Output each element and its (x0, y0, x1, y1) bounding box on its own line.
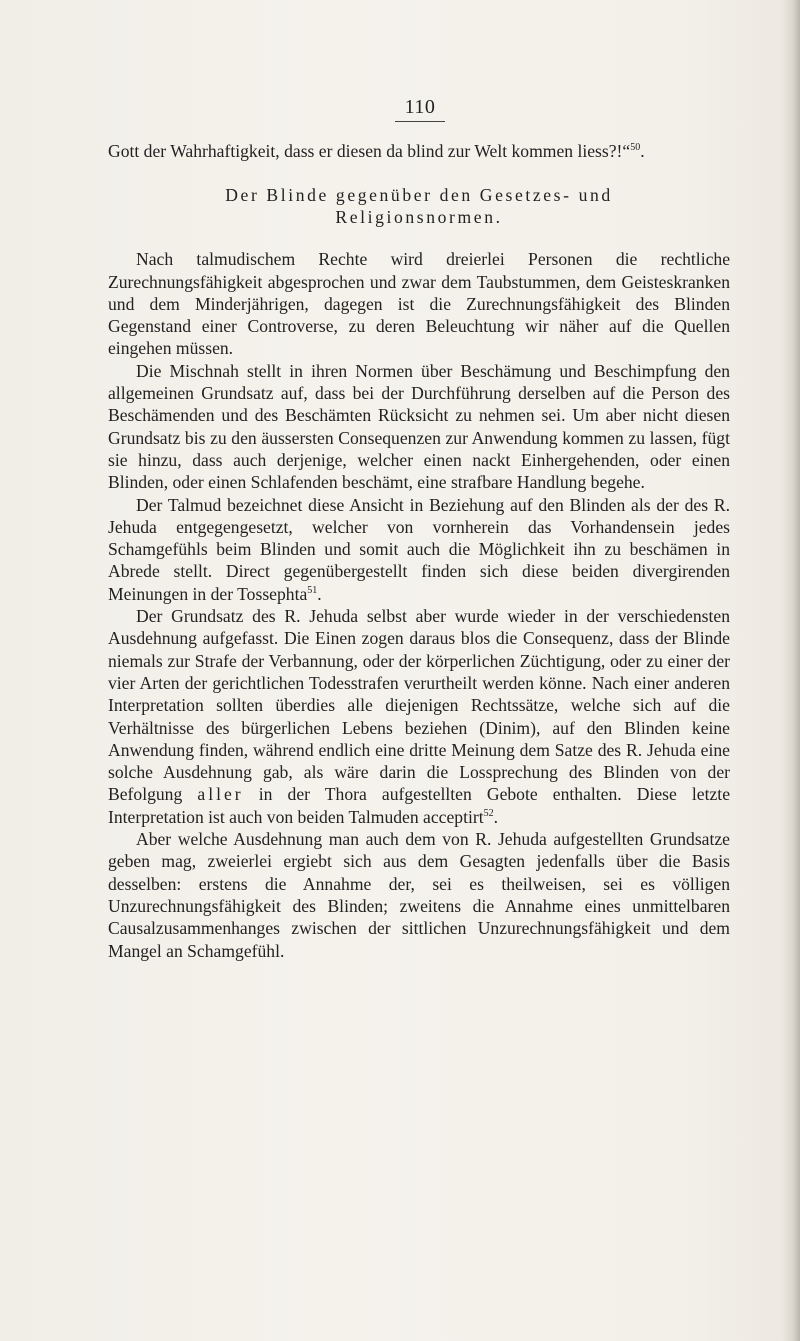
page-number: 110 (0, 96, 800, 122)
page-body (108, 140, 730, 962)
paragraph: Der Talmud bezeichnet diese Ansicht in Beziehung auf den Blinden als der des R. Jehuda entgegengesetzt, welcher von vornherein das Vorhandensein jedes Schamgefühls beim Blinden und somit auch die Möglichkeit ihn zu beschämen in Abrede stellt. Direct gegenübergestellt finden sich diese beiden divergirenden Meinungen in der Tossephta$^{51}$. (108, 494, 730, 604)
intro-paragraph: Gott der Wahrhaftigkeit, dass er diesen da blind zur Welt kommen liess?!“$^{50}$. (108, 141, 645, 161)
emphasis: aller (197, 784, 244, 805)
page-edge-shadow (782, 0, 800, 1341)
paragraph: Die Mischnah stellt in ihren Normen über Beschämung und Beschimpfung den allgemeinen Grundsatz auf, dass bei der Durchführung derselben auf die Person des Beschämenden und des Beschämten Rücksicht zu nehmen sei. Um aber nicht diesen Grundsatz bis zu den äussersten Consequenzen zur Anwendung kommen zu lassen, fügt sie hinzu, dass auch derjenige, welcher einen nackt Einhergehenden, oder einen Blinden, oder einen Schlafenden beschämt, eine strafbare Handlung begehe. (108, 360, 730, 493)
paragraph: Aber welche Ausdehnung man auch dem von R. Jehuda aufgestellten Grundsatze geben mag, zweierlei ergiebt sich aus dem Gesagten jedenfalls über die Basis desselben: erstens die Annahme der, sei es theilweisen, sei es völligen Unzurechnungsfähigkeit des Blinden; zweitens die Annahme eines unmittelbaren Causalzusammenhanges zwischen der sittlichen Unzurechnungsfähigkeit und dem Mangel an Schamgefühl. (108, 829, 730, 961)
footnote-ref: 50 (630, 142, 641, 154)
paragraph: Nach talmudischem Rechte wird dreierlei Personen die rechtliche Zurechnungsfähigkeit abgesprochen und zwar dem Taubstummen, dem Geisteskranken und dem Minderjährigen, dagegen ist die Zurechnungsfähigkeit des Blinden Gegenstand einer Controverse, zu deren Beleuchtung wir näher auf die Quellen eingehen müssen. (108, 249, 730, 359)
paragraph: Der Grundsatz des R. Jehuda selbst aber wurde wieder in der verschiedensten Ausdehnung aufgefasst. Die Einen zogen daraus blos die Consequenz, dass der Blinde niemals zur Strafe der Verbannung, oder der körperlichen Züchtigung, oder zu einer der vier Arten der gerichtlichen Todesstrafen verurtheilt werden könne. Nach einer anderen Interpretation sollten überdies alle diejenigen Rechtssätze, welche sich auf die Verhältnisse des bürgerlichen Lebens beziehen (Dinim), auf den Blinden keine Anwendung finden, während endlich eine dritte Meinung dem Satze des R. Jehuda eine solche Ausdehnung gab, als wäre darin die Lossprechung des Blinden von der Befolgung aller in der Thora aufgestellten Gebote enthalten. Diese letzte Interpretation ist auch von beiden Talmuden acceptirt$^{52}$. (108, 606, 730, 827)
section-heading: Der Blinde gegenüber den Gesetzes- und Religionsnormen. (225, 185, 613, 228)
footnote-ref: 52 (483, 807, 494, 819)
footnote-ref: 51 (307, 584, 318, 596)
